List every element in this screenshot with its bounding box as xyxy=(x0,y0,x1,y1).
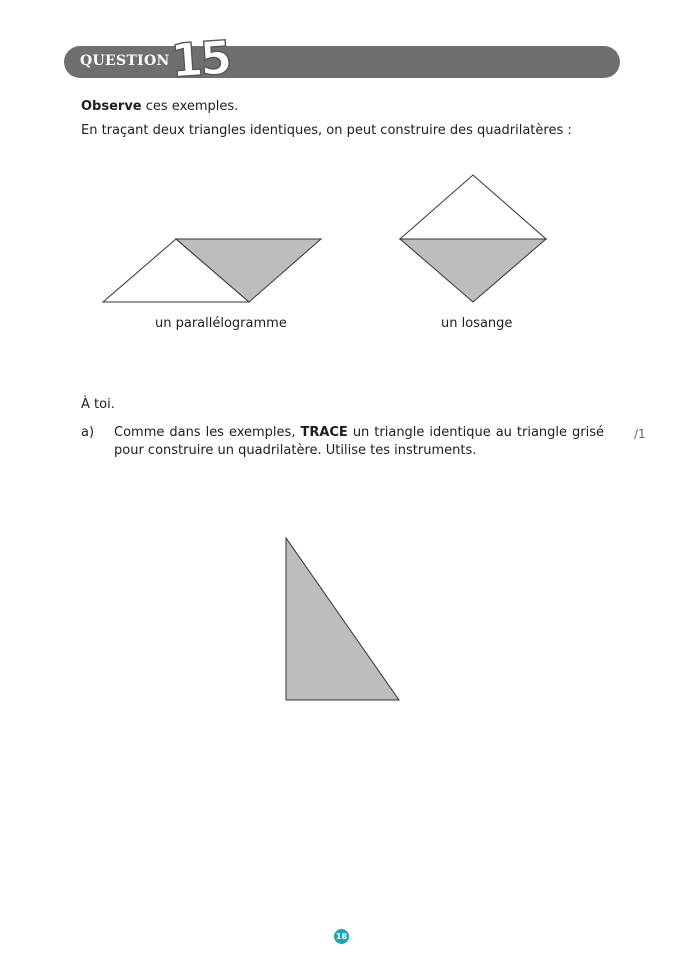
rhombus-white-triangle xyxy=(400,175,546,239)
item-text-before: Comme dans les exemples, xyxy=(114,425,301,440)
question-number: 15 xyxy=(169,30,231,88)
exercise-shaded-triangle xyxy=(286,538,399,700)
intro-line-1-rest: ces exemples. xyxy=(141,99,239,114)
score-label: /1 xyxy=(634,427,646,441)
item-instruction xyxy=(114,424,604,460)
intro-line-2: En traçant deux triangles identiques, on peut construire des quadrilatères : xyxy=(81,123,572,138)
page-number-badge: 18 xyxy=(334,929,349,944)
item-bold-word: TRACE xyxy=(300,425,348,440)
rhombus-caption: un losange xyxy=(441,316,513,331)
item-text-after: un triangle identique au triangle grisé pour construire un quadrilatère. Utilise tes instruments. xyxy=(114,425,605,458)
rhombus-shaded-triangle xyxy=(400,239,546,302)
task-prompt: À toi. xyxy=(81,397,115,412)
item-letter: a) xyxy=(81,425,95,440)
parallelogram-caption: un parallélogramme xyxy=(155,316,287,331)
parallelogram-figure xyxy=(103,239,321,302)
rhombus-figure xyxy=(400,175,546,302)
question-label: QUESTION xyxy=(80,53,170,69)
intro-bold-word: Observe xyxy=(81,99,142,114)
